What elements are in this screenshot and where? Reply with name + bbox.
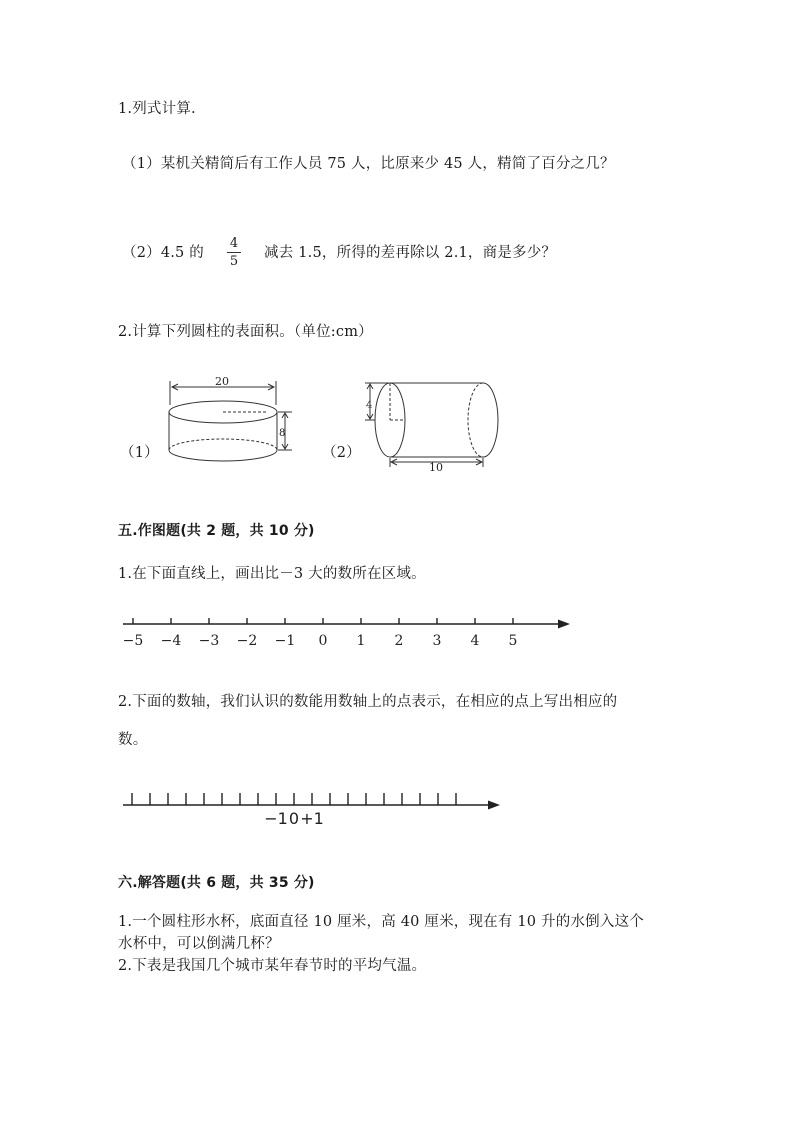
number-line-2: [118, 790, 518, 830]
cylinder1-height-label: 8: [279, 428, 286, 439]
section5-q1: 1.在下面直线上，画出比－3 大的数所在区域。: [118, 566, 426, 582]
section6-heading: 六.解答题(共 6 题，共 35 分): [118, 875, 315, 891]
number-line-1-label: −5: [122, 633, 144, 649]
cylinder2-label: （2）: [322, 445, 361, 461]
cylinder1-label: （1）: [120, 445, 159, 461]
number-line-1-label: 5: [508, 633, 518, 649]
section5-q2-line2: 数。: [118, 732, 148, 748]
fraction-numerator: 4: [229, 236, 239, 251]
number-line-1-label: −4: [160, 633, 182, 649]
fraction-denominator: 5: [229, 254, 239, 269]
number-line-1: [118, 612, 578, 652]
fraction-four-fifths: [227, 237, 241, 268]
q1-sub2-suffix: 减去 1.5，所得的差再除以 2.1，商是多少？: [264, 245, 557, 261]
cylinder1-diagram: [160, 375, 300, 465]
number-line-1-label: 2: [394, 633, 404, 649]
cylinder2-length-label: 10: [429, 461, 443, 474]
q1-title: 1.列式计算.: [118, 101, 196, 117]
fraction-bar: [227, 252, 241, 253]
number-line-1-label: −1: [274, 633, 296, 649]
number-line-1-label: 3: [432, 633, 442, 649]
number-line-1-label: 4: [470, 633, 480, 649]
number-line-2-label: 0: [288, 809, 300, 828]
cylinder1-diameter-label: 20: [215, 375, 229, 388]
number-line-1-label: −2: [236, 633, 258, 649]
number-line-1-label: 0: [318, 633, 328, 649]
cylinder2-diagram: [362, 375, 512, 475]
section6-q1-line1: 1.一个圆柱形水杯，底面直径 10 厘米，高 40 厘米，现在有 10 升的水倒入这个: [118, 914, 644, 930]
section5-heading: 五.作图题(共 2 题，共 10 分): [118, 523, 315, 539]
number-line-2-label: +1: [300, 809, 324, 828]
number-line-2-label: −1: [264, 809, 288, 828]
q1-sub1: （1）某机关精简后有工作人员 75 人，比原来少 45 人，精简了百分之几？: [122, 156, 615, 172]
number-line-2-arrow: [488, 801, 500, 810]
number-line-1-arrow: [558, 620, 570, 629]
number-line-1-label: −3: [198, 633, 220, 649]
section6-q2: 2.下表是我国几个城市某年春节时的平均气温。: [118, 958, 427, 974]
section6-q1-line2: 水杯中，可以倒满几杯？: [118, 936, 280, 952]
section5-q2-line1: 2.下面的数轴，我们认识的数能用数轴上的点表示，在相应的点上写出相应的: [118, 694, 618, 710]
number-line-1-label: 1: [356, 633, 366, 649]
q2-title: 2.计算下列圆柱的表面积。（单位:cm）: [118, 324, 373, 340]
q1-sub2-prefix: （2）4.5 的: [122, 245, 204, 261]
cylinder2-height-label: 4: [366, 400, 373, 411]
